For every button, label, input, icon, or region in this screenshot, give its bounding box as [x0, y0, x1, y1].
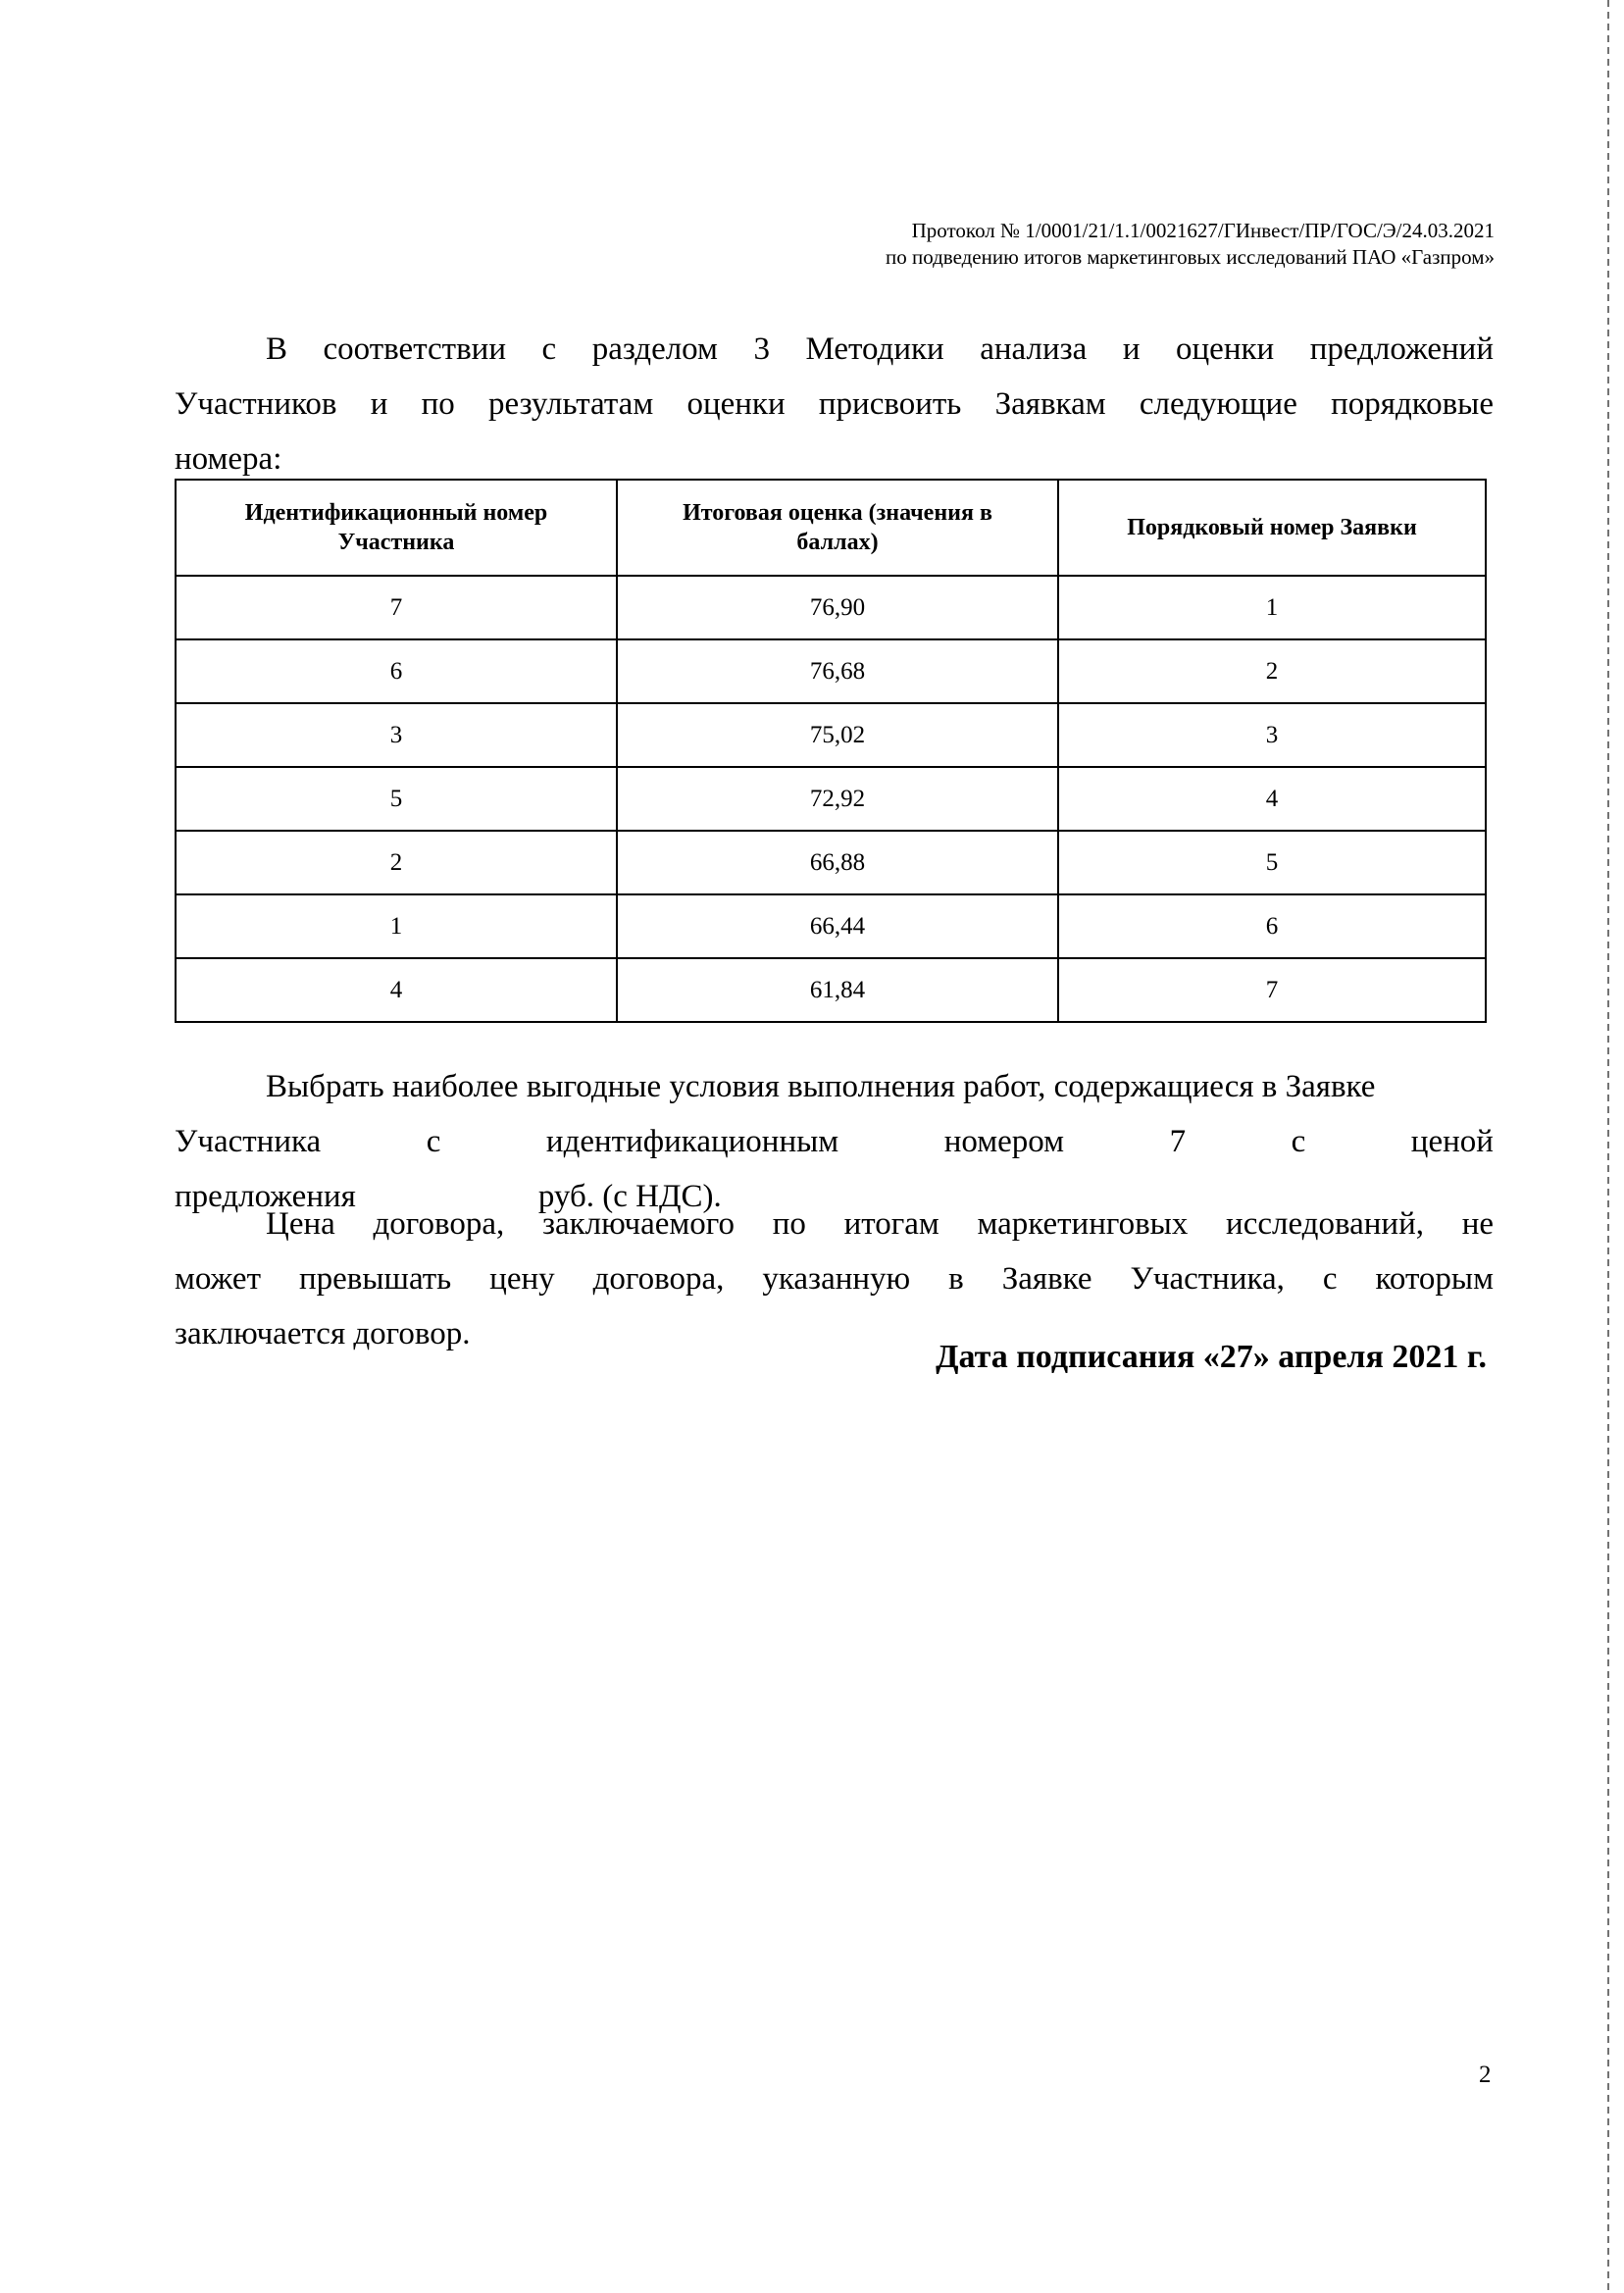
cell-participant-id: 6	[176, 639, 617, 703]
cell-rank: 6	[1058, 894, 1486, 958]
cell-final-score: 66,88	[617, 831, 1058, 894]
cell-rank: 5	[1058, 831, 1486, 894]
table-row	[176, 639, 1486, 703]
table-row	[176, 894, 1486, 958]
price-line-2: может превышать цену договора, указанную в Заявке Участника, с которым	[175, 1261, 1494, 1297]
cell-participant-id: 5	[176, 767, 617, 831]
word: с	[426, 1124, 441, 1159]
table-row	[176, 831, 1486, 894]
document-header	[886, 218, 1495, 271]
column-header-rank: Порядковый номер Заявки	[1058, 480, 1486, 576]
cell-final-score: 76,90	[617, 576, 1058, 639]
intro-paragraph	[175, 322, 1494, 486]
column-header-participant-id: Идентификационный номер Участника	[176, 480, 617, 576]
intro-line-1: В соответствии с разделом 3 Методики анализа и оценки предложений	[266, 331, 1494, 367]
cell-final-score: 72,92	[617, 767, 1058, 831]
price-line-1: Цена договора, заключаемого по итогам маркетинговых исследований, не	[266, 1206, 1494, 1242]
cell-final-score: 61,84	[617, 958, 1058, 1022]
cell-final-score: 76,68	[617, 639, 1058, 703]
cell-rank: 2	[1058, 639, 1486, 703]
column-header-final-score: Итоговая оценка (значения в баллах)	[617, 480, 1058, 576]
selection-line-1: Выбрать наиболее выгодные условия выполнения работ, содержащиеся в Заявке	[266, 1069, 1376, 1104]
cell-final-score: 75,02	[617, 703, 1058, 767]
table-row	[176, 767, 1486, 831]
protocol-subtitle: по подведению итогов маркетинговых исследований ПАО «Газпром»	[885, 245, 1495, 269]
word: Участника	[175, 1124, 322, 1159]
cell-rank: 4	[1058, 767, 1486, 831]
cell-participant-id: 2	[176, 831, 617, 894]
word: номером	[943, 1124, 1065, 1159]
cell-participant-id: 3	[176, 703, 617, 767]
price-paragraph	[175, 1197, 1494, 1361]
protocol-number: Протокол № 1/0001/21/1.1/0021627/ГИнвест/ПР/ГОС/Э/24.03.2021	[911, 219, 1495, 242]
cell-final-score: 66,44	[617, 894, 1058, 958]
word: ценой	[1410, 1124, 1494, 1159]
table-row	[176, 958, 1486, 1022]
word: предложения	[175, 1179, 356, 1214]
word: с	[1291, 1124, 1306, 1159]
scan-edge-mark	[1607, 0, 1609, 2293]
table-header-row	[176, 480, 1486, 576]
price-line-3: заключается договор.	[175, 1316, 471, 1351]
word: идентификационным	[545, 1124, 839, 1159]
results-table	[175, 479, 1487, 1023]
cell-rank: 7	[1058, 958, 1486, 1022]
cell-rank: 1	[1058, 576, 1486, 639]
intro-line-3: номера:	[175, 441, 282, 477]
currency-note: руб. (с НДС).	[537, 1179, 722, 1214]
cell-participant-id: 4	[176, 958, 617, 1022]
winner-participant-id: 7	[1169, 1124, 1187, 1159]
intro-line-2: Участников и по результатам оценки присвоить Заявкам следующие порядковые	[175, 386, 1494, 422]
cell-participant-id: 1	[176, 894, 617, 958]
selection-line-2	[175, 1114, 1494, 1169]
table-row	[176, 703, 1486, 767]
page-number: 2	[1479, 2062, 1492, 2088]
cell-rank: 3	[1058, 703, 1486, 767]
signing-date: Дата подписания «27» апреля 2021 г.	[936, 1339, 1487, 1375]
cell-participant-id: 7	[176, 576, 617, 639]
table-row	[176, 576, 1486, 639]
